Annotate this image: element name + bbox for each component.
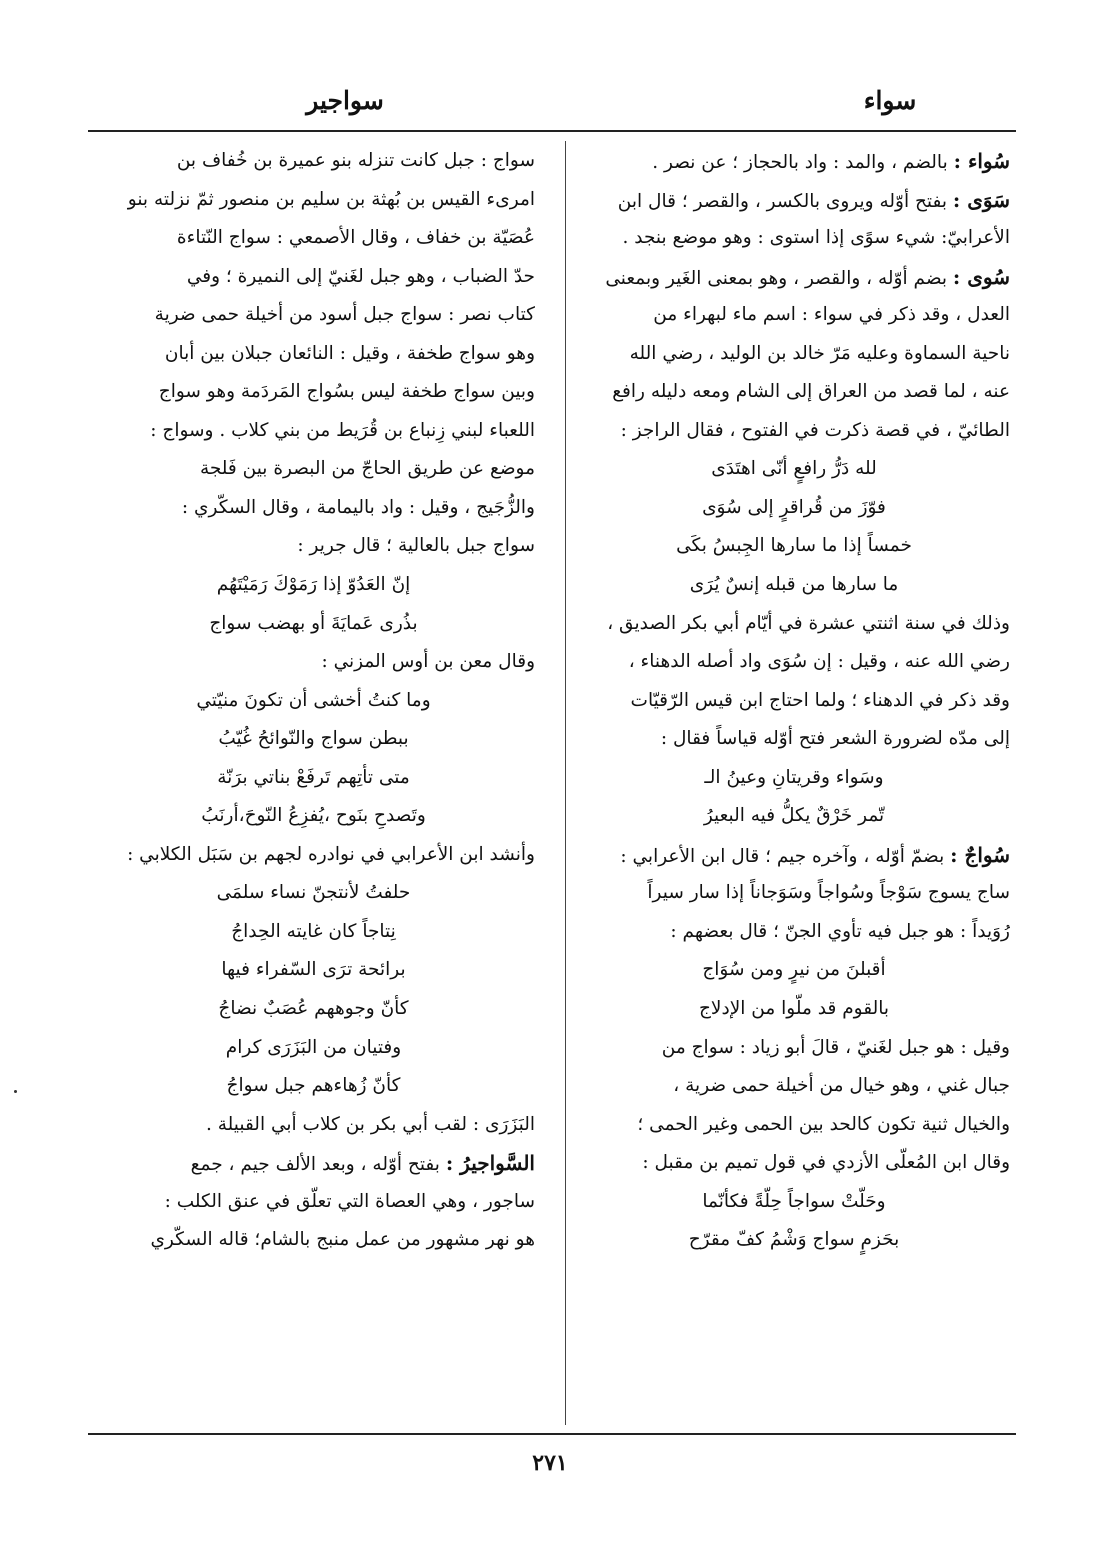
entry-text: والزُّجَيج ، وقيل : واد باليمامة ، وقال السكّري : xyxy=(181,496,535,518)
text-line xyxy=(92,527,535,566)
verse-line: حلفتُ لأنتجنّ نساء سلمَى xyxy=(216,882,411,904)
text-line xyxy=(578,682,1010,721)
entry-text: هو نهر مشهور من عمل منبج بالشام؛ قاله السكّري xyxy=(150,1229,535,1251)
entry-text: عُصَيّة بن خفاف ، وقال الأصمعي : سواج النّتاءة xyxy=(176,227,535,249)
entry-text: العدل ، وقد ذكر في سواء : اسم ماء لبهراء من xyxy=(653,304,1010,326)
header-rule xyxy=(88,130,1016,132)
verse-line: أقبلنَ من نيرٍ ومن سُوَاج xyxy=(702,959,886,981)
entry-text: الأعرابيّ: شيء سوًى إذا استوى : وهو موضع بنجد . xyxy=(622,227,1010,249)
entry-text: وأنشد ابن الأعرابي في نوادره لجهم بن سَبَل الكلابي : xyxy=(127,843,535,865)
verse-line: برائحة ترَى السّفراء فيها xyxy=(221,959,406,981)
entry-text: اللعباء لبني زِنباع بن قُرَيط من بني كلاب . وسواج : xyxy=(150,419,535,441)
verse-line: لله دَرُّ رافعٍ أنّى اهتَدَى xyxy=(711,458,877,480)
text-line xyxy=(578,1106,1010,1145)
entry-text: وقال معن بن أوس المزني : xyxy=(321,651,535,673)
verse-line: تّمر خَرْقٌ يكلُّ فيه البعيرُ xyxy=(703,805,885,827)
headword: سُوى : xyxy=(952,264,1010,289)
text-line xyxy=(578,720,1010,759)
text-line xyxy=(578,913,1010,952)
text-line xyxy=(92,1221,535,1260)
headword: سُواجٌ : xyxy=(950,842,1010,867)
text-line xyxy=(92,1183,535,1222)
text-line xyxy=(92,181,535,220)
entry-text: الطائيّ ، في قصة ذكرت في الفتوح ، فقال الراجز : xyxy=(620,419,1010,441)
text-line xyxy=(92,412,535,451)
entry-text: عنه ، لما قصد من العراق إلى الشام ومعه دليله رافع xyxy=(612,381,1010,403)
entry-text: بفتح أوّله ، وبعد الألف جيم ، جمع xyxy=(190,1154,446,1176)
text-line xyxy=(578,836,1010,875)
text-line xyxy=(578,1029,1010,1068)
text-line xyxy=(92,335,535,374)
verse-line: متى تأتِهم تَرفَعْ بناتي برَنّة xyxy=(217,766,410,788)
text-line xyxy=(578,296,1010,335)
left-column xyxy=(92,142,535,1260)
margin-speck xyxy=(14,1090,17,1093)
entry-text: وذلك في سنة اثنتي عشرة في أيّام أبي بكر الصديق ، xyxy=(607,612,1010,634)
entry-text: وقد ذكر في الدهناء ؛ ولما احتاج ابن قيس الرّقيّات xyxy=(630,689,1010,711)
text-line xyxy=(92,142,535,181)
text-line xyxy=(578,181,1010,220)
text-line xyxy=(92,296,535,335)
entry-text: حدّ الضباب ، وهو جبل لغَنيّ إلى النميرة ؛ وفي xyxy=(186,265,535,287)
entry-text: سواج جبل بالعالية ؛ قال جرير : xyxy=(297,535,535,557)
text-line xyxy=(578,874,1010,913)
text-line xyxy=(92,258,535,297)
entry-text: ناحية السماوة وعليه مَرّ خالد بن الوليد ، رضي الله xyxy=(629,342,1010,364)
entry-text: بضم أوّله ، والقصر ، وهو بمعنى الغَير وبمعنى xyxy=(605,267,953,289)
entry-text: بفتح أوّله ويروى بالكسر ، والقصر ؛ قال ابن xyxy=(617,190,953,212)
entry-text: بضمّ أوّله ، وآخره جيم ؛ قال ابن الأعرابي : xyxy=(620,845,951,867)
entry-text: جبال غني ، وهو خيال من أخيلة حمى ضرية ، xyxy=(673,1075,1010,1097)
entry-text: ساجور ، وهي العصاة التي تعلّق في عنق الكلب : xyxy=(164,1190,535,1212)
verse-line: نِتاجاً كان غايته الحِداجُ xyxy=(231,920,396,942)
entry-text: وقيل : هو جبل لغَنيّ ، قالَ أبو زياد : سواج من xyxy=(661,1036,1010,1058)
entry-text: وهو سواج طخفة ، وقيل : النائعان جبلان بين أبان xyxy=(164,342,535,364)
entry-text: رُوَيداً : هو جبل فيه تأوي الجنّ ؛ قال بعضهم : xyxy=(670,920,1010,942)
entry-text: سواج : جبل كانت تنزله بنو عميرة بن خُفاف بن xyxy=(176,150,535,171)
running-header-left: سواجير xyxy=(306,86,384,115)
right-column xyxy=(578,142,1010,1260)
entry-text: إلى مدّه لضرورة الشعر فتح أوّله قياساً فقال : xyxy=(660,728,1010,750)
entry-text: ساج يسوج سَوْجاً وسُواجاً وسَوَجاناً إذا سار سيراً xyxy=(647,882,1010,904)
verse-line: بحَزمٍ سواج وَشْمُ كفّ مقرّح xyxy=(688,1229,900,1251)
footer-rule xyxy=(88,1433,1016,1435)
verse-line: إنّ العَدُوّ إذا رَمَوْكَ رَمَيْتَهُم xyxy=(216,574,411,596)
text-line xyxy=(92,373,535,412)
page-number: ٢٧١ xyxy=(532,1450,568,1476)
column-divider xyxy=(565,141,566,1425)
verse-line: ببطن سواج والنّوائحُ غُيّبُ xyxy=(218,728,409,750)
text-line xyxy=(92,1144,535,1183)
verse-line: ما سارها من قبله إنسٌ يُرَى xyxy=(689,574,899,596)
verse-line: بذُرى عَمايَةَ أو بهضب سواج xyxy=(209,612,418,634)
entry-text: بالضم ، والمد : واد بالحجاز ؛ عن نصر . xyxy=(652,152,954,173)
verse-line: كأنّ وجوههم عُصَبٌ نضاجُ xyxy=(218,998,409,1020)
text-line xyxy=(578,1067,1010,1106)
text-line xyxy=(578,1144,1010,1183)
text-line xyxy=(92,219,535,258)
verse-line: خمساً إذا ما سارها الجِبسُ بكَى xyxy=(676,535,912,557)
text-line xyxy=(578,335,1010,374)
verse-line: بالقوم قد ملّوا من الإدلاج xyxy=(698,998,889,1020)
text-line xyxy=(578,412,1010,451)
entry-text: كتاب نصر : سواج جبل أسود من أخيلة حمى ضرية xyxy=(154,304,535,326)
entry-text: البَزَرَى : لقب أبي بكر بن كلاب أبي القبيلة . xyxy=(205,1113,535,1135)
text-line xyxy=(92,489,535,528)
text-line xyxy=(92,836,535,875)
verse-line: وما كنتُ أخشى أن تكونَ منيّتي xyxy=(196,689,431,711)
text-line xyxy=(92,450,535,489)
verse-line: وتَصدحِ بنَوح ،يُفزِعُ النّوحَ،أرنَبُ xyxy=(201,805,426,827)
verse-line: وسَواء وقريتانِ وعينُ الـ xyxy=(704,766,884,788)
entry-text: وقال ابن المُعلّى الأزدي في قول تميم بن مقبل : xyxy=(642,1152,1010,1174)
entry-text: امرىء القيس بن بُهثة بن سليم بن منصور ثمّ نزلته بنو xyxy=(127,188,535,210)
text-line xyxy=(92,643,535,682)
verse-line: فوّزَ من قُراقرٍ إلى سُوَى xyxy=(702,496,886,518)
running-header-right: سواء xyxy=(863,86,917,115)
verse-line: وحَلّتْ سواجاً حِلّةً فكأنّما xyxy=(702,1190,886,1212)
text-line xyxy=(578,643,1010,682)
text-line xyxy=(578,605,1010,644)
entry-text: وبين سواج طخفة ليس بسُواج المَردَمة وهو سواج xyxy=(158,381,535,403)
text-line xyxy=(578,219,1010,258)
entry-text: موضع عن طريق الحاجّ من البصرة بين فَلجة xyxy=(199,458,535,480)
headword: السَّواجيرُ : xyxy=(445,1151,535,1176)
headword: سُواء : xyxy=(953,149,1010,173)
text-line xyxy=(578,373,1010,412)
text-line xyxy=(92,1106,535,1145)
text-line xyxy=(578,142,1010,181)
headword: سَوَى : xyxy=(952,187,1010,212)
entry-text: رضي الله عنه ، وقيل : إن سُوَى واد أصله الدهناء ، xyxy=(628,651,1010,673)
text-line xyxy=(578,258,1010,297)
verse-line: وفتيان من البَزَرَى كرام xyxy=(225,1036,402,1058)
entry-text: والخيال ثنية تكون كالحد بين الحمى وغير الحمى ؛ xyxy=(637,1113,1010,1135)
verse-line: كأنّ زُهاءهم جبل سواجُ xyxy=(226,1075,401,1097)
